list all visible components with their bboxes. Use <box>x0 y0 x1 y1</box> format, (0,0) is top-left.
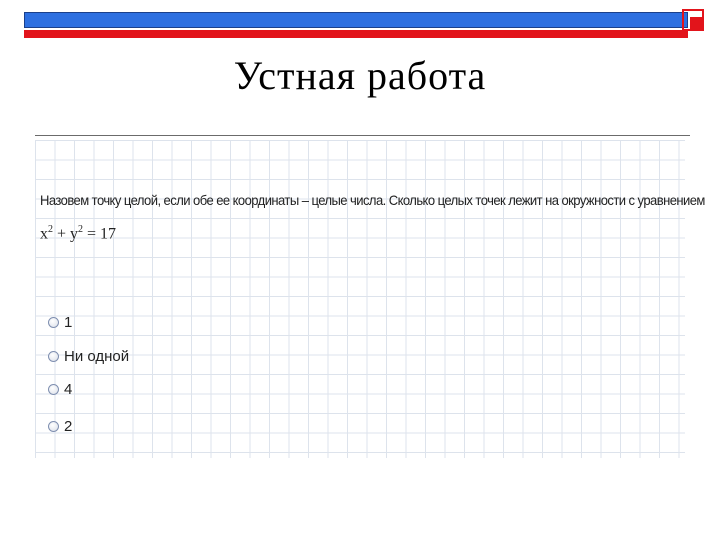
answer-option-label: 4 <box>64 381 73 398</box>
answer-option-4[interactable] <box>48 381 72 398</box>
question-text: Назовем точку целой, если обе ее координаты – целые числа. Сколько целых точек лежит на окружности с уравнением <box>40 192 705 208</box>
answer-option-label: Ни одной <box>64 348 130 365</box>
answer-option-label: 2 <box>64 418 73 435</box>
slide-title: Устная работа <box>233 53 487 98</box>
equation-x: x <box>40 225 48 243</box>
header-square-fill <box>690 17 704 31</box>
equation-x-exponent: 2 <box>48 224 53 235</box>
equation-operator: + <box>53 225 71 243</box>
answer-option-1[interactable] <box>48 314 72 331</box>
radio-button-icon[interactable] <box>48 421 59 432</box>
circle-equation <box>40 224 116 243</box>
title-divider <box>35 135 690 136</box>
radio-button-icon[interactable] <box>48 384 59 395</box>
equation-y: y <box>70 225 79 243</box>
radio-button-icon[interactable] <box>48 317 59 328</box>
equation-y-exponent: 2 <box>78 224 84 235</box>
equation-rhs: = 17 <box>83 225 117 243</box>
answer-option-none[interactable] <box>48 348 129 365</box>
grid-background <box>35 140 705 458</box>
radio-button-icon[interactable] <box>48 351 59 362</box>
header-blue-bar <box>24 12 688 28</box>
answer-option-2[interactable] <box>48 418 72 435</box>
header-red-bar <box>24 30 688 38</box>
answer-option-label: 1 <box>64 314 73 331</box>
